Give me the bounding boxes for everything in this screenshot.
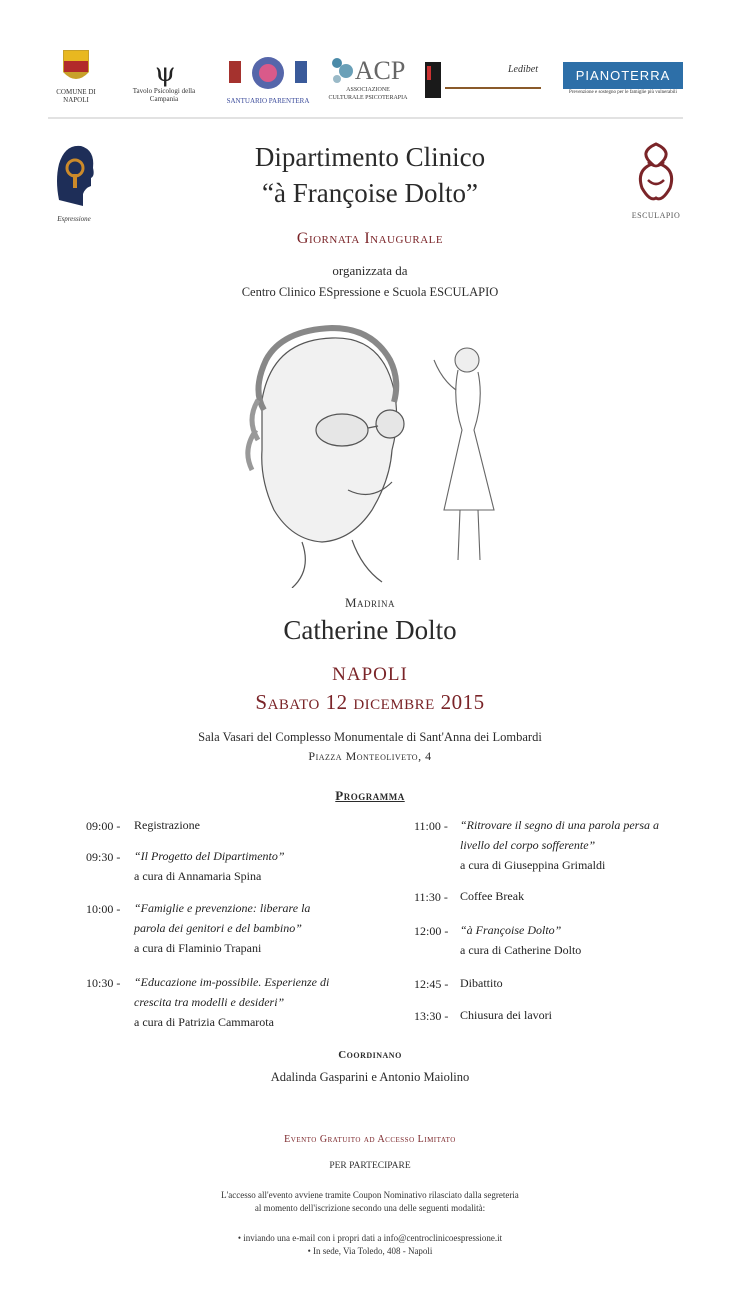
program-time: 10:30 - [86,976,121,990]
event-venue: Sala Vasari del Complesso Monumentale di Sant'Anna dei Lombardi [198,730,542,744]
program-item [134,898,339,958]
ledibet-logo [420,54,544,106]
program-item-text: Registrazione [134,818,200,832]
department-title-line1: Dipartimento Clinico [254,142,486,172]
pianoterra-text: PIANOTERRA [563,62,683,89]
coordination-label: Coordinano [338,1049,402,1061]
santuario-emblem-icon [223,49,313,97]
program-item-title: “à Françoise Dolto” [460,923,562,937]
event-city: NAPOLI [332,664,408,685]
psi-icon [149,57,179,87]
program-time: 09:30 - [86,850,121,864]
logo-caption: Tavolo Psicologi della Campania [132,87,196,103]
free-event-label: Evento Gratuito ad Accesso Limitato [284,1134,456,1145]
acp-logo [328,46,408,112]
book-icon [423,60,445,100]
logo-caption: ASSOCIAZIONE CULTURALE PSICOTERAPIA [328,87,408,101]
city-shield-icon [61,48,91,88]
program-heading: Programma [335,788,405,803]
program-item [460,815,670,875]
department-title-line2: “à Françoise Dolto” [262,178,478,208]
program-item-title: “Ritrovare il segno di una parola persa a livello del corpo sofferente” [460,818,659,852]
logo-caption: Prevenzione e sostegno per le famiglie più vulnerabili [569,89,677,95]
program-item [134,846,334,886]
santuario-logo [220,42,316,112]
header-divider [48,117,683,119]
program-item [460,920,670,960]
coordination-names: Adalinda Gasparini e Antonio Maiolino [270,1070,470,1084]
access-info-line1: L'accesso all'evento avviene tramite Coupon Nominativo rilasciato dalla segreteria [221,1190,519,1200]
program-time: 12:45 - [414,977,449,991]
logo-caption: COMUNE DI NAPOLI [56,88,96,104]
program-item-speaker: a cura di Annamaria Spina [134,869,262,883]
event-date: Sabato 12 dicembre 2015 [255,690,485,714]
event-subtitle: Giornata Inaugurale [296,230,444,247]
program-time: 13:30 - [414,1009,449,1023]
access-info-line2: al momento dell'iscrizione secondo una delle seguenti modalità: [254,1203,486,1213]
program-item-text: Coffee Break [460,889,525,903]
participation-option-onsite: • In sede, Via Toledo, 408 - Napoli [307,1246,433,1256]
program-item-speaker: a cura di Catherine Dolto [460,943,582,957]
program-item-title: “Il Progetto del Dipartimento” [134,849,285,863]
program-item-speaker: a cura di Flaminio Trapani [134,941,262,955]
participation-option-email: • inviando una e-mail con i propri dati a info@centroclinicoespressione.it [237,1233,503,1243]
program-time: 11:30 - [414,890,448,904]
sponsor-logo-row [48,40,693,115]
program-item-text: Dibattito [460,976,503,990]
program-time: 10:00 - [86,902,121,916]
logo-caption: Espressione [57,215,91,223]
madrina-name: Catherine Dolto [283,615,457,645]
program-time: 09:00 - [86,819,121,833]
organized-by-label: organizzata da [332,263,408,278]
acp-dots-icon [331,57,355,85]
program-item [460,886,670,906]
pianoterra-logo [562,54,684,104]
program-item-title: “Famiglie e prevenzione: liberare la parola dei genitori e del bambino” [134,901,311,935]
program-item-speaker: a cura di Giuseppina Grimaldi [460,858,606,872]
program-item [134,815,334,835]
comune-napoli-logo [48,40,104,112]
organizers-text: Centro Clinico ESpressione e Scuola ESCULAPIO [241,285,499,299]
program-item-title: “Educazione im-possibile. Esperienze di crescita tra modelli e desideri” [134,975,330,1009]
program-item [134,972,349,1032]
madrina-label: Madrina [344,595,396,610]
logo-caption: ESCULAPIO [631,211,681,220]
program-item [460,973,670,993]
program-time: 12:00 - [414,924,449,938]
to-participate-label: PER PARTECIPARE [329,1161,411,1171]
program-item-text: Chiusura dei lavori [460,1008,552,1022]
event-address: Piazza Monteoliveto, 4 [308,749,432,763]
acp-text: ACP [354,56,406,85]
ledibet-text: Ledibet [508,64,538,75]
program-item [460,1005,670,1025]
portrait-illustration [222,320,522,588]
logo-caption: SANTUARIO PARENTERA [226,97,310,105]
program-time: 11:00 - [414,819,448,833]
tavolo-psicologi-logo [124,48,204,112]
program-item-speaker: a cura di Patrizia Cammarota [134,1015,274,1029]
svg-text:ψ: ψ [155,58,176,87]
